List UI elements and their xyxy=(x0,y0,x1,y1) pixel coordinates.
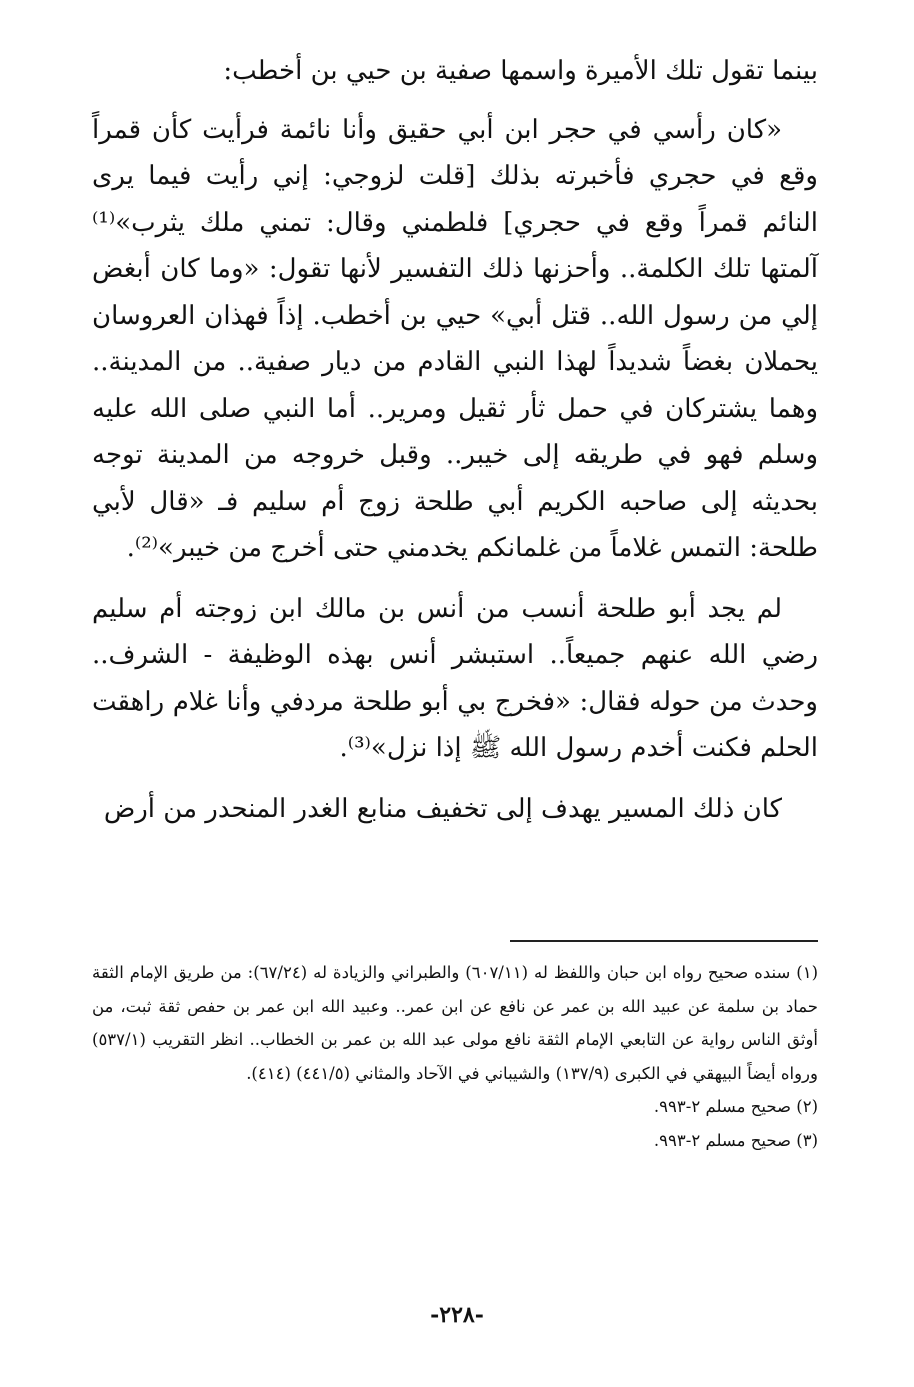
footnote-1: (١) سنده صحيح رواه ابن حبان واللفظ له (٦٠٧/١١) والطبراني والزيادة له (٦٧/٢٤): من طريق الإمام الثقة حماد بن سلمة عن عبيد الله بن عمر عن نافع عن ابن عمر.. وعبيد الله ابن عمر بن حفص ثقة ثبت، من أوثق الناس رواية عن التابعي الإمام الثقة نافع مولى عبد الله بن عمر بن الخطاب.. انظر التقريب (٥٣٧/١) ورواه أيضاً البيهقي في الكبرى (١٣٧/٩) والشيباني في الآحاد والمثاني (٤٤١/٥) (٤١٤). xyxy=(92,963,819,1083)
intro-line: بينما تقول تلك الأميرة واسمها صفية بن حيي بن أخطب: xyxy=(223,56,818,86)
footnote-divider xyxy=(510,940,818,942)
footnote-2: (٢) صحيح مسلم ٢-٩٩٣. xyxy=(653,1097,818,1116)
paragraph-2: لم يجد أبو طلحة أنسب من أنس بن مالك ابن زوجته أم سليم رضي الله عنهم جميعاً.. استبشر أنس بهذه الوظيفة - الشرف.. وحدث من حوله فقال: «فخرج بي أبو طلحة مردفي وأنا غلام راهقت الحلم فكنت أخدم رسول الله ﷺ إذا نزل»⁽³⁾. xyxy=(92,593,818,763)
footnote-3: (٣) صحيح مسلم ٢-٩٩٣. xyxy=(653,1130,818,1150)
main-text xyxy=(92,48,818,832)
paragraph-3: كان ذلك المسير يهدف إلى تخفيف منابع الغدر المنحدر من أرض xyxy=(103,793,782,824)
footnotes xyxy=(92,956,818,1157)
page-number: -٢٢٨- xyxy=(430,1302,484,1328)
paragraph-1: «كان رأسي في حجر ابن أبي حقيق وأنا نائمة فرأيت كأن قمراً وقع في حجري فأخبرته بذلك [قلت لزوجي: إني رأيت فيما يرى النائم قمراً وقع في حجري] فلطمني وقال: تمني ملك يثرب»⁽¹⁾ آلمتها تلك الكلمة.. وأحزنها ذلك التفسير لأنها تقول: «وما كان أبغض إلي من رسول الله.. قتل أبي» حيي بن أخطب. إذاً فهذان العروسان يحملان بغضاً شديداً لهذا النبي القادم من ديار صفية.. من المدينة.. وهما يشتركان في حمل ثأر ثقيل ومرير.. أما النبي صلى الله عليه وسلم فهو في طريقه إلى خيبر.. وقبل خروجه من المدينة توجه بحديثه إلى صاحبه الكريم أبي طلحة زوج أم سليم فـ «قال لأبي طلحة: التمس غلاماً من غلمانكم يخدمني حتى أخرج من خيبر»⁽²⁾. xyxy=(92,114,818,563)
